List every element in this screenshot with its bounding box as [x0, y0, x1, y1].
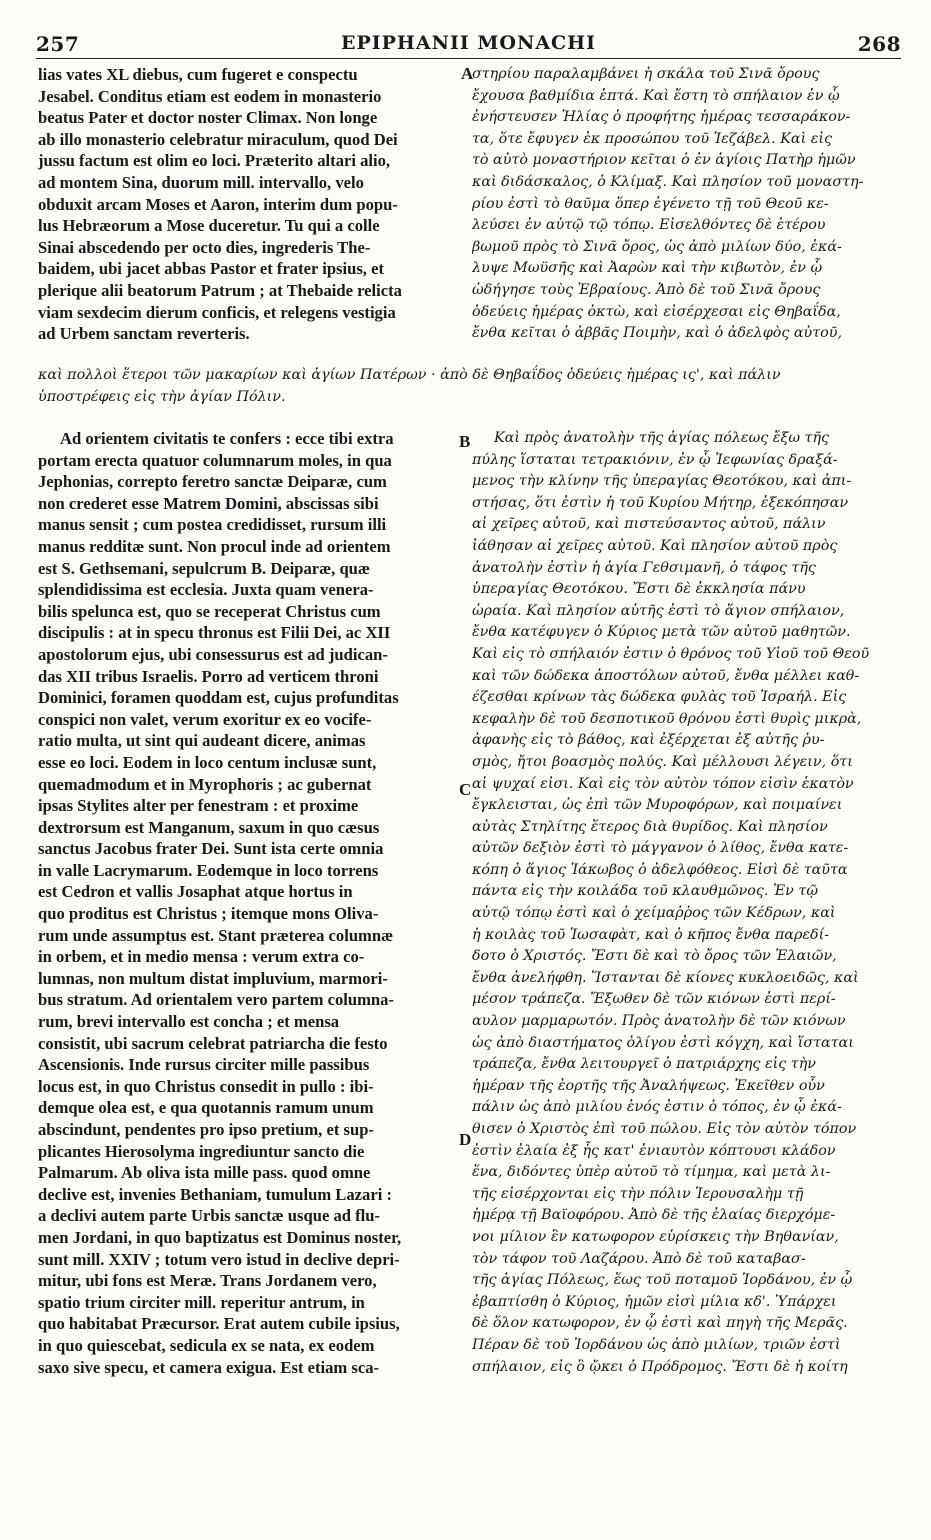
latin-text-line: est S. Gethsemani, sepulcrum B. Deiparæ, quæ	[38, 558, 370, 578]
latin-text-line: esse eo loci. Eodem in loco centum inclusæ sunt,	[38, 752, 377, 772]
latin-text-line: a declivi autem parte Urbis sanctæ usque ad flu-	[38, 1206, 381, 1226]
latin-text-line: lias vates XL diebus, cum fugeret e conspectu	[38, 65, 358, 84]
greek-text-line: Πέραν δὲ τοῦ Ἰορδάνου ὡς ἀπὸ μιλίων, τριῶν ἐστὶ	[472, 1336, 841, 1353]
greek-text-line: ρίου ἐστὶ τὸ θαῦμα ὅπερ ἐγένετο τῇ τοῦ Θεοῦ κε-	[472, 195, 829, 212]
greek-text-line: μέσον τράπεζα. Ἔξωθεν δὲ τῶν κιόνων ἐστὶ περί-	[472, 991, 836, 1008]
greek-text-line: βωμοῦ πρὸς τὸ Σινᾶ ὄρος, ὡς ἀπὸ μιλίων δύο, ἐκά-	[472, 238, 842, 255]
latin-text-line: jussu factum est olim eo loci. Præterito altari alio,	[38, 151, 391, 171]
latin-text-line: in orbem, et in medio mensa : verum extra co-	[38, 947, 365, 967]
latin-text-line: spatio trium circiter mill. reperitur antrum, in	[38, 1292, 365, 1312]
latin-text-line: ratio multa, ut sint qui audeant dicere, animas	[38, 731, 366, 751]
latin-text-line: sunt mill. XXIV ; totum vero istud in declive depri-	[38, 1249, 400, 1269]
latin-text-line: quo habitabat Præcursor. Erat autem cubile ipsius,	[38, 1314, 400, 1334]
greek-text-line: ὡδήγησε τοὺς Ἑβραίους. Ἀπὸ δὲ τοῦ Σινᾶ ὄρους	[472, 281, 821, 298]
greek-text-line: ὡραία. Καὶ πλησίον αὐτῆς ἐστὶ τὸ ἅγιον σπήλαιον,	[472, 602, 845, 619]
greek-text-line: αἱ ψυχαί εἰσι. Καὶ εἰς τὸν αὐτὸν τόπον εἰσὶν ἑκατὸν	[472, 775, 854, 792]
latin-text-line: lus Hebræorum a Mose duceretur. Tu qui a colle	[38, 216, 380, 236]
latin-text-line: manus sensit ; cum postea credidisset, rursum illi	[38, 515, 387, 535]
greek-text-line: ὁδεύεις ἡμέρας ὀκτὼ, καὶ εἰσέρχεσαι εἰς Θηβαΐδα,	[472, 303, 841, 320]
latin-text-line: rum, brevi intervallo est concha ; et mensa	[38, 1012, 340, 1032]
greek-text-line: δὲ ὅλον κατωφορον, ἐν ᾧ ἐστὶ καὶ πηγὴ τῆς Μερᾶς.	[472, 1315, 848, 1332]
greek-text-line: στηρίου παραλαμβάνει ἡ σκάλα τοῦ Σινᾶ ὄρους	[472, 66, 820, 82]
greek-text-line: καὶ διδάσκαλος, ὁ Κλίμαξ. Καὶ πλησίον τοῦ μοναστη-	[472, 173, 864, 190]
latin-text-line: Dominici, foramen quoddam est, cujus profunditas	[38, 688, 399, 708]
latin-text-line: ad montem Sina, duorum mill. intervallo, velo	[38, 172, 364, 192]
greek-text-line: τῆς εἰσέρχονται εἰς τὴν πόλιν Ἱερουσαλὴμ τῇ	[472, 1185, 804, 1202]
greek-text-line: ἔνθα κεῖται ὁ ἀββᾶς Ποιμὴν, καὶ ὁ ἀδελφὸς αὐτοῦ,	[472, 325, 842, 342]
greek-text-line: κεφαλὴν δὲ τοῦ δεσποτικοῦ θρόνου ἐστὶ θυρὶς μικρὰ,	[472, 710, 862, 727]
greek-text-line: Καὶ πρὸς ἀνατολὴν τῆς ἁγίας πόλεως ἔξω τῆς	[494, 430, 830, 446]
greek-text-line: πάλιν ὡς ἀπὸ μιλίου ἑνός ἐστιν ὁ τόπος, ἐν ᾧ ἐκά-	[472, 1099, 842, 1116]
greek-text-line: κόπη ὁ ἅγιος Ἰάκωβος ὁ ἀδελφόθεος. Εἰσὶ δὲ ταῦτα	[472, 861, 848, 878]
latin-text-line: ipsas Stylites alter per fenestram : et proxime	[38, 796, 359, 816]
greek-text-line: αἱ χεῖρες αὐτοῦ, καὶ πιστεύσαντος αὐτοῦ, πάλιν	[472, 516, 826, 533]
greek-text-line: τὸν τάφον τοῦ Λαζάρου. Ἀπὸ δὲ τοῦ καταβασ-	[472, 1250, 806, 1267]
margin-letter-b: B	[459, 432, 471, 451]
latin-text-line: non crederet esse Matrem Domini, abscissas sibi	[38, 493, 379, 513]
greek-text-line: ἐβαπτίσθη ὁ Κύριος, ἡμῶν εἰσὶ μίλια κδ'. Ὑπάρχει	[472, 1293, 837, 1310]
latin-text-line: baidem, ubi jacet abbas Pastor et frater ipsius, et	[38, 259, 384, 279]
greek-text-line: πάντα εἰς τὴν κοιλάδα τοῦ κλαυθμῶνος. Ἐν τῷ	[472, 883, 818, 900]
greek-text-line: αυλον μαρμαρωτόν. Πρὸς ἀνατολὴν δὲ τῶν κιόνων	[472, 1013, 846, 1030]
latin-text-line: apostolorum ejus, ubi consessurus est ad judican-	[38, 644, 388, 664]
latin-text-line: beatus Pater et doctor noster Climax. Non longe	[38, 108, 378, 128]
greek-text-line: έζεσθαι κρίνων τὰς δώδεκα φυλὰς τοῦ Ἰσραήλ. Εἰς	[472, 689, 847, 706]
greek-text-line: ὡς ἀπὸ διαστήματος ὀλίγου ἐστὶ κόγχη, καὶ ἵσταται	[472, 1034, 854, 1051]
greek-text-line: λεύσει ἐν αὐτῷ τῷ τόπῳ. Εἰσελθόντες δὲ ἑτέρου	[472, 217, 826, 234]
greek-text-line: μενος τὴν κλίνην τῆς ὑπεραγίας Θεοτόκου, καὶ ἀπι-	[472, 473, 852, 490]
latin-text-line: portam erecta quatuor columnarum moles, in qua	[38, 450, 392, 470]
latin-text-line: demque olea est, e qua quotannis ramum unum	[38, 1098, 374, 1118]
greek-text-line: ἡμέρᾳ τῇ Βαϊοφόρου. Ἀπὸ δὲ τῆς ἐλαίας διερχόμε-	[472, 1207, 836, 1224]
running-title: EPIPHANII MONACHI	[340, 32, 597, 54]
latin-text-line: Ascensionis. Inde rursus circiter mille passibus	[38, 1055, 370, 1075]
latin-text-line: in valle Lacrymarum. Eodemque in loco torrens	[38, 860, 379, 880]
latin-text-line: consistit, ubi sacrum celebrat patriarcha die festo	[38, 1033, 388, 1053]
greek-text-line: ἐνήστευσεν Ἠλίας ὁ προφήτης ἡμέρας τεσσαράκον-	[472, 109, 851, 126]
latin-text-line: in quo quiescebat, sedicula ex se nata, ex eodem	[38, 1335, 375, 1355]
latin-text-line: Ad orientem civitatis te confers : ecce tibi extra	[60, 429, 394, 448]
greek-text-line: ἀφανὴς εἰς τὸ βάθος, καὶ ἐξέρχεται ἐξ αὐτῆς ῥυ-	[472, 732, 825, 749]
greek-text-line: αὐτὰς Στηλίτης ἕτερος διὰ θυρίδος. Καὶ πλησίον	[472, 818, 828, 835]
greek-text-line: ἔνθα κατέφυγεν ὁ Κύριος μετὰ τῶν αὐτοῦ μαθητῶν.	[472, 624, 851, 641]
latin-text-line: splendidissima est ecclesia. Juxta quam venera-	[38, 580, 374, 600]
latin-text-line: dextrorsum est Manganum, saxum in quo cæsus	[38, 817, 380, 837]
greek-text-line: Καὶ εἰς τὸ σπήλαιόν ἐστιν ὁ θρόνος τοῦ Υἱοῦ τοῦ Θεοῦ	[472, 645, 870, 662]
latin-text-line: conspici non valet, verum exoritur ex eo vocife-	[38, 709, 372, 729]
latin-text-line: lumnas, non multum distat impluvium, marmori-	[38, 968, 388, 988]
greek-full-width-lines	[38, 365, 900, 408]
latin-text-line: ad Urbem sanctam reverteris.	[38, 324, 250, 344]
page-number-right: 268	[857, 32, 901, 56]
greek-text-line: ἕνα, διδόντες ὑπὲρ αὐτοῦ τὸ τίμημα, καὶ μετὰ λι-	[472, 1164, 831, 1181]
latin-text-line: quo proditus est Christus ; itemque mons Oliva-	[38, 904, 379, 924]
latin-column-main	[38, 428, 460, 1378]
latin-text-line: declive est, invenies Bethaniam, tumulum Lazari :	[38, 1184, 392, 1204]
greek-text-line: τράπεζα, ἔνθα λειτουργεῖ ὁ πατριάρχης εἰς τὴν	[472, 1056, 816, 1073]
greek-text-line: τῆς ἁγίας Πόλεως, ἕως τοῦ ποταμοῦ Ἰορδάνου, ἐν ᾧ	[472, 1272, 853, 1289]
greek-text-line: ὑποστρέφεις εἰς τὴν ἁγίαν Πόλιν.	[38, 388, 286, 405]
latin-text-line: Jephonias, correpto feretro sanctæ Deiparæ, cum	[38, 472, 387, 492]
greek-text-line: ἔχουσα βαθμίδια ἑπτά. Καὶ ἔστη τὸ σπήλαιον ἐν ᾧ	[472, 87, 840, 104]
greek-text-line: σπήλαιον, εἰς ὃ ᾤκει ὁ Πρόδρομος. Ἔστι δὲ ἡ κοίτη	[472, 1358, 848, 1375]
running-header	[36, 32, 901, 59]
latin-text-line: saxo sive specu, et camera exigua. Est etiam sca-	[38, 1357, 380, 1377]
latin-text-line: abscindunt, pendentes pro ipso pretium, et sup-	[38, 1120, 374, 1139]
latin-text-line: plicantes Hierosolyma ingrediuntur sancto die	[38, 1141, 365, 1161]
greek-text-line: ἐστὶν ἐλαία ἐξ ἧς κατ' ἐνιαυτὸν κόπτουσι κλάδον	[472, 1142, 836, 1159]
latin-text-line: bus stratum. Ad orientalem vero partem columna-	[38, 990, 394, 1010]
greek-text-line: ἔνθα ἀνελήφθη. Ἵστανται δὲ κίονες κυκλοειδῶς, καὶ	[472, 969, 859, 986]
latin-column-top	[38, 64, 460, 345]
latin-text-line: plerique alii beatorum Patrum ; at Thebaide relicta	[38, 280, 402, 300]
margin-letter-a: A	[461, 64, 474, 83]
latin-text-line: mitur, ubi fons est Meræ. Trans Jordanem vero,	[38, 1271, 377, 1291]
latin-text-line: manus redditæ sunt. Non procul inde ad orientem	[38, 536, 391, 556]
greek-text-line: ἰάθησαν αἱ χεῖρες αὐτοῦ. Καὶ πλησίον αὐτοῦ πρὸς	[472, 537, 838, 554]
greek-text-line: σμὸς, ἤτοι βοασμὸς πολύς. Καὶ μέλλουσι λέγειν, ὅτι	[472, 753, 853, 770]
margin-letter-c: C	[459, 780, 472, 799]
greek-column-main	[472, 428, 900, 1378]
margin-letter-d: D	[459, 1130, 472, 1149]
greek-text-line: πύλης ἵσταται τετρακιόνιν, ἐν ᾧ Ἰεφωνίας δραξά-	[472, 451, 838, 468]
greek-text-line: θισεν ὁ Χριστὸς ἐπὶ τοῦ πώλου. Εἰς τὸν αὐτὸν τόπον	[472, 1121, 857, 1137]
latin-text-line: viam sexdecim dierum conficis, et relegens vestigia	[38, 302, 396, 322]
greek-text-line: στήσας, ὅτι ἐστὶν ἡ τοῦ Κυρίου Μήτηρ, ἐξεκόπησαν	[472, 494, 849, 511]
greek-text-line: ἔγκλεισται, ὡς ἐπὶ τῶν Μυροφόρων, καὶ ποιμαίνει	[472, 797, 843, 814]
greek-text-line: ὑπεραγίας Θεοτόκου. Ἔστι δὲ ἐκκλησία πάνυ	[472, 581, 806, 598]
greek-text-line: νοι μίλιον ἓν κατωφορον εὑρίσκεις τὴν Βηθανίαν,	[472, 1228, 839, 1245]
latin-text-line: locus est, in quo Christus consedit in pullo : ibi-	[38, 1076, 374, 1096]
latin-text-line: discipulis : at in specu thronus est Filii Dei, ac XII	[38, 623, 391, 643]
greek-text-line: ἀνατολὴν ἐστὶν ἡ ἁγία Γεθσιμανῆ, ὁ τάφος τῆς	[472, 559, 816, 576]
latin-text-line: bilis spelunca est, quo se receperat Christus cum	[38, 601, 381, 621]
greek-column-top	[472, 64, 900, 345]
latin-text-line: Palmarum. Ab oliva ista mille pass. quod omne	[38, 1163, 371, 1183]
greek-text-line: αὐτῷ τόπῳ ἐστὶ καὶ ὁ χείμαῤῥος τῶν Κέδρων, καὶ	[472, 905, 836, 922]
greek-text-line: λυψε Μωϋσῆς καὶ Ἀαρὼν καὶ τὴν κιβωτὸν, ἐν ᾧ	[472, 260, 823, 277]
greek-text-line: καὶ τῶν δώδεκα ἀποστόλων αὐτοῦ, ἔνθα μέλλει καθ-	[472, 667, 860, 684]
latin-text-line: das XII tribus Israelis. Porro ad verticem throni	[38, 666, 379, 686]
greek-text-line: δοτο ὁ Χριστός. Ἔστι δὲ καὶ τὸ ὄρος τῶν Ἐλαιῶν,	[472, 948, 837, 965]
greek-text-line: τὸ αὐτὸ μοναστήριον κεῖται ὁ ἐν ἁγίοις Πατὴρ ἡμῶν	[472, 152, 856, 169]
greek-text-line: αὐτῶν δεξιὸν ἐστὶ τὸ μάγγανον ὁ λίθος, ἔνθα κατε-	[472, 840, 849, 857]
greek-text-line: καὶ πολλοὶ ἕτεροι τῶν μακαρίων καὶ ἁγίων Πατέρων · ἀπὸ δὲ Θηβαΐδος ὁδεύεις ἡμέρας ις', καὶ πάλιν	[38, 367, 781, 383]
greek-text-line: ἡμέραν τῆς ἑορτῆς τῆς Ἀναλήψεως. Ἐκεῖθεν οὖν	[472, 1077, 825, 1094]
greek-text-line: ἡ κοιλὰς τοῦ Ἰωσαφὰτ, καὶ ὁ κῆπος ἔνθα παρεδί-	[472, 926, 830, 943]
latin-text-line: est Cedron et vallis Josaphat atque hortus in	[38, 882, 353, 902]
latin-text-line: rum unde assumptus est. Stant præterea columnæ	[38, 925, 394, 945]
latin-text-line: Jesabel. Conditus etiam est eodem in monasterio	[38, 86, 382, 106]
latin-text-line: ab illo monasterio celebratur miraculum, quod Dei	[38, 129, 398, 149]
latin-text-line: quemadmodum et in Myrophoris ; ac gubernat	[38, 774, 372, 794]
greek-text-line: τα, ὅτε ἔφυγεν ἐκ προσώπου τοῦ Ἰεζάβελ. Καὶ εἰς	[472, 130, 833, 147]
latin-text-line: men Jordani, in quo baptizatus est Dominus noster,	[38, 1227, 402, 1247]
latin-text-line: Sinai abscedendo per octo dies, ingrederis The-	[38, 237, 371, 257]
latin-text-line: sanctus Jacobus frater Dei. Sunt ista certe omnia	[38, 839, 384, 859]
page-number-left: 257	[36, 32, 80, 56]
latin-text-line: obduxit arcam Moses et Aaron, interim dum popu-	[38, 194, 398, 214]
